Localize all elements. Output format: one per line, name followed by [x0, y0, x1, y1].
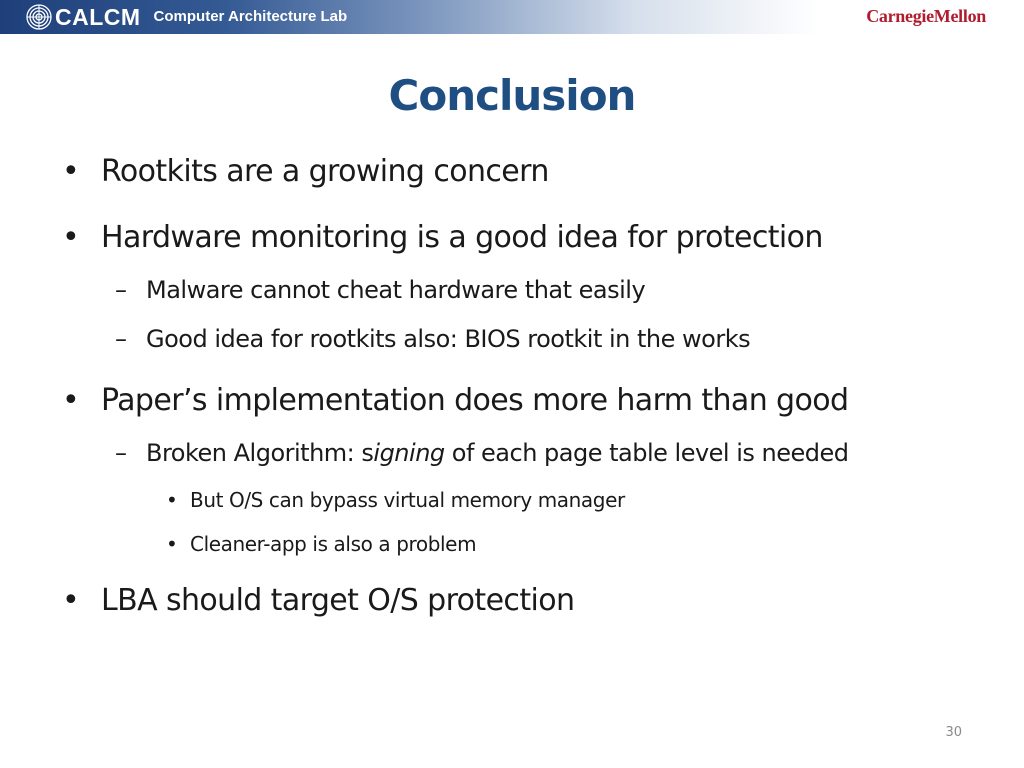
bullet-item: [62, 583, 574, 618]
bullet-marker: •: [62, 583, 80, 618]
bullet-text: Paper’s implementation does more harm than good: [101, 383, 849, 418]
logo-text: CALCM: [55, 4, 141, 30]
dash-marker: –: [115, 325, 127, 353]
dash-marker: –: [115, 439, 127, 467]
bullet-text: Rootkits are a growing concern: [101, 154, 549, 189]
sub-bullet-item: [115, 276, 645, 304]
sub-bullet-text: [146, 439, 849, 467]
bullet-marker: •: [166, 532, 178, 556]
bullet-marker: •: [62, 220, 80, 255]
sub-bullet-text: Good idea for rootkits also: BIOS rootkit in the works: [146, 325, 751, 353]
dash-marker: –: [115, 276, 127, 304]
sub-sub-bullet-text: But O/S can bypass virtual memory manager: [190, 488, 625, 512]
sub-sub-bullet-item: [166, 488, 625, 512]
bullet-marker: •: [62, 154, 80, 189]
bullet-marker: •: [166, 488, 178, 512]
sub-bullet-item: [115, 439, 849, 467]
institution-logo: CarnegieMellon: [866, 6, 986, 26]
sub-sub-bullet-text: Cleaner-app is also a problem: [190, 532, 477, 556]
sub-bullet-italic: igning: [373, 439, 445, 467]
sub-bullet-text: Malware cannot cheat hardware that easily: [146, 276, 646, 304]
bullet-item: [62, 154, 549, 189]
sub-sub-bullet-item: [166, 532, 476, 556]
sub-bullet-item: [115, 325, 750, 353]
bullet-item: [62, 220, 823, 255]
bullet-text: Hardware monitoring is a good idea for protection: [101, 220, 823, 255]
bullet-marker: •: [62, 383, 80, 418]
page-number: 30: [945, 725, 962, 740]
bullet-item: [62, 383, 848, 418]
lab-name: Computer Architecture Lab: [153, 8, 348, 25]
sub-bullet-prefix: Broken Algorithm: s: [146, 439, 374, 467]
sub-bullet-suffix: of each page table level is needed: [444, 439, 849, 467]
slide-title: Conclusion: [388, 71, 636, 120]
bullet-text: LBA should target O/S protection: [101, 583, 575, 618]
